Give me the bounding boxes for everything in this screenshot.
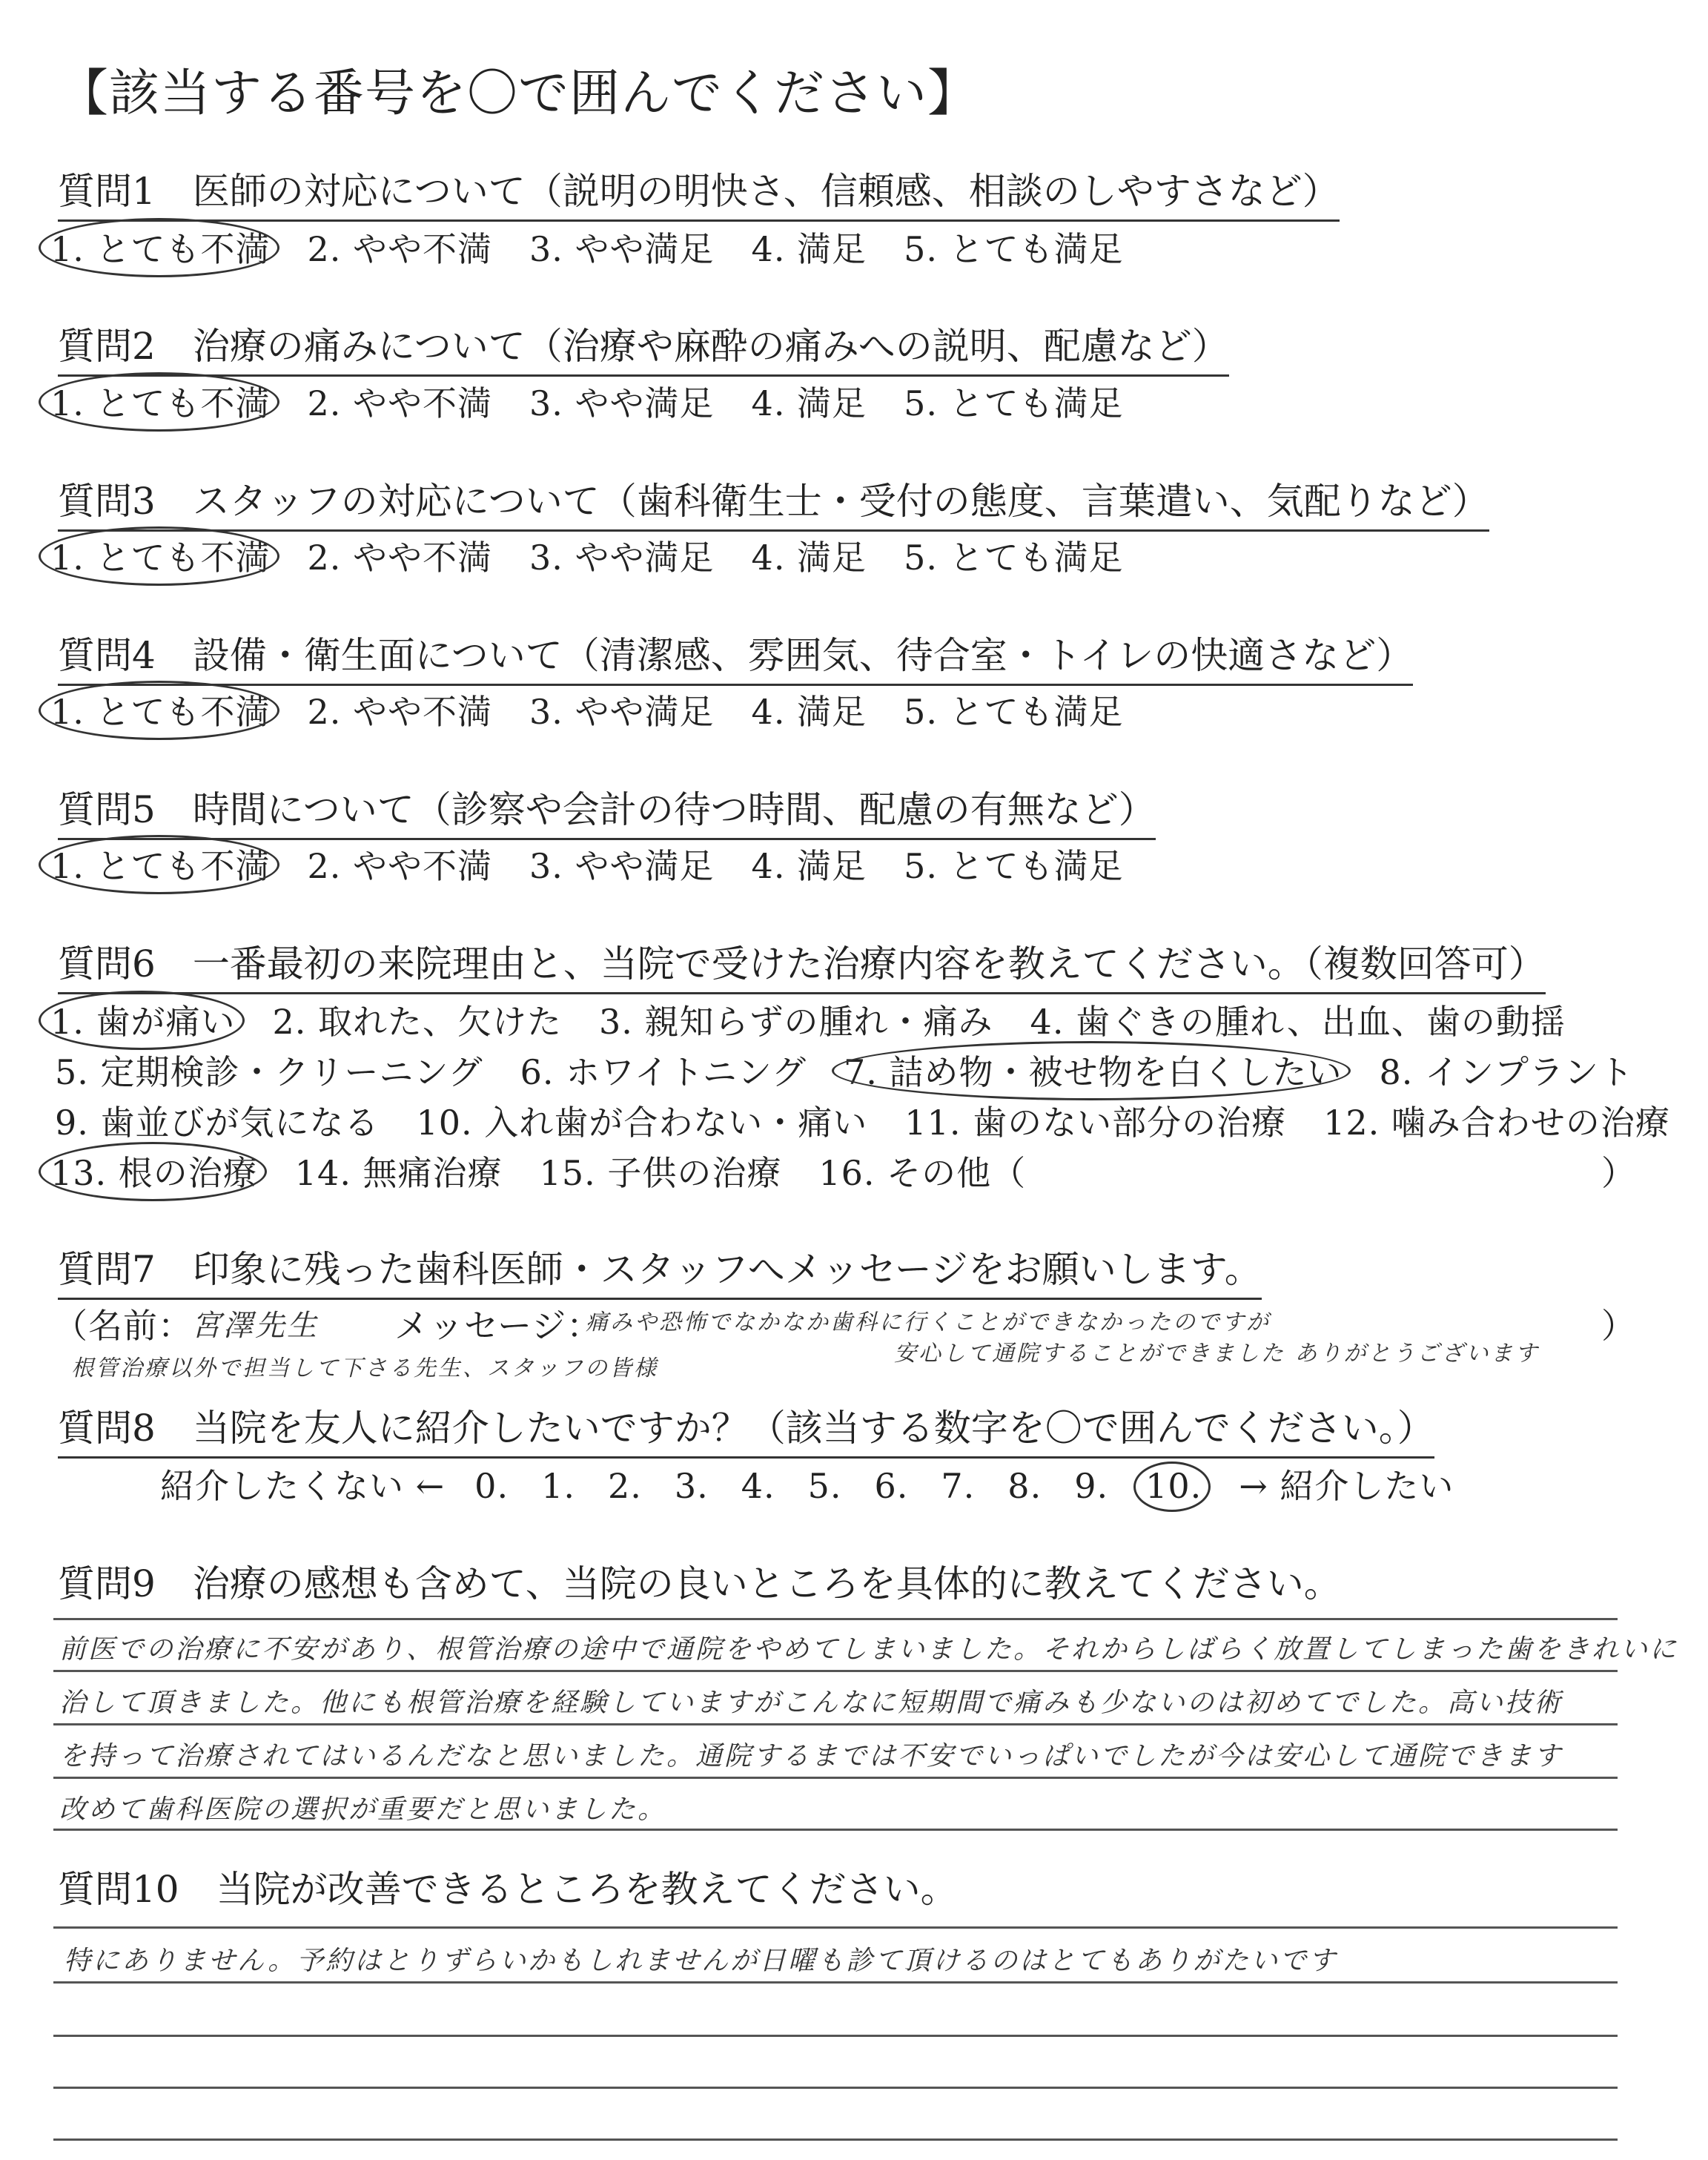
question-9-label: 質問9 <box>58 1562 156 1605</box>
question-1-text: 医師の対応について（説明の明快さ、信頼感、相談のしやすさなど） <box>192 170 1340 213</box>
q6-option-2[interactable]: 2. 取れた、欠けた <box>272 1002 563 1042</box>
q4-option-1[interactable]: 1. とても不満 <box>50 685 271 734</box>
q4-option-5[interactable]: 5. とても満足 <box>904 692 1124 732</box>
q6-option-14[interactable]: 14. 無痛治療 <box>294 1153 503 1193</box>
q1-option-2[interactable]: 2. やや不満 <box>307 229 493 269</box>
q3-option-3[interactable]: 3. やや満足 <box>529 538 715 578</box>
q8-option-0[interactable]: 0. <box>474 1466 509 1506</box>
q2-option-4[interactable]: 4. 満足 <box>751 383 867 423</box>
question-3-options <box>50 531 1161 580</box>
question-2-label: 質問2 <box>58 325 156 368</box>
q8-right-label: → 紹介したい <box>1239 1466 1454 1506</box>
q2-option-2[interactable]: 2. やや不満 <box>307 383 493 423</box>
q8-option-9[interactable]: 9. <box>1074 1466 1109 1506</box>
q6-option-1[interactable]: 1. 歯が痛い <box>50 995 236 1044</box>
q6-option-9[interactable]: 9. 歯並びが気になる <box>55 1103 380 1143</box>
question-1-options <box>50 222 1161 271</box>
q5-option-1[interactable]: 1. とても不満 <box>50 839 271 888</box>
question-5-text: 時間について（診察や会計の待つ時間、配慮の有無など） <box>192 788 1156 831</box>
question-7-text: 印象に残った歯科医師・スタッフへメッセージをお願いします。 <box>192 1248 1262 1291</box>
q4-option-2[interactable]: 2. やや不満 <box>307 692 493 732</box>
question-4-heading <box>58 626 1413 686</box>
q7-name-prefix: （名前： <box>53 1306 193 1346</box>
q2-option-1[interactable]: 1. とても不満 <box>50 377 271 426</box>
q6-option-10[interactable]: 10. 入れ歯が合わない・痛い <box>416 1103 868 1143</box>
question-10-heading <box>58 1860 958 1913</box>
q8-option-8[interactable]: 8. <box>1007 1466 1042 1506</box>
q4-option-4[interactable]: 4. 満足 <box>751 692 867 732</box>
question-8-label: 質問8 <box>58 1407 156 1450</box>
q3-option-4[interactable]: 4. 満足 <box>751 538 867 578</box>
q5-option-4[interactable]: 4. 満足 <box>751 846 867 886</box>
q6-option-11[interactable]: 11. 歯のない部分の治療 <box>904 1103 1287 1143</box>
q9-answer-line-2[interactable]: 治して頂きました。他にも根管治療を経験していますがこんなに短期間で痛みも少ないのは初めてでした。高い技術 <box>59 1688 1563 1718</box>
q8-option-6[interactable]: 6. <box>874 1466 909 1506</box>
question-1-heading <box>58 162 1340 222</box>
q6-option-13[interactable]: 13. 根の治療 <box>50 1146 258 1195</box>
q5-option-5[interactable]: 5. とても満足 <box>904 846 1124 886</box>
q9-answer-line <box>53 1829 1618 1831</box>
q5-option-3[interactable]: 3. やや満足 <box>529 846 715 886</box>
question-2-text: 治療の痛みについて（治療や麻酔の痛みへの説明、配慮など） <box>192 325 1229 368</box>
question-6-text: 一番最初の来院理由と、当院で受けた治療内容を教えてください。（複数回答可） <box>192 942 1546 985</box>
question-7-heading <box>58 1240 1262 1300</box>
question-4-options <box>50 685 1161 734</box>
q8-option-4[interactable]: 4. <box>741 1466 775 1506</box>
q10-answer-line <box>53 2138 1618 2141</box>
question-3-label: 質問3 <box>58 480 156 523</box>
question-2-options <box>50 377 1161 426</box>
question-4-label: 質問4 <box>58 634 156 677</box>
q9-answer-line <box>53 1723 1618 1725</box>
q3-option-5[interactable]: 5. とても満足 <box>904 538 1124 578</box>
q9-answer-line-4[interactable]: 改めて歯科医院の選択が重要だと思いました。 <box>59 1794 667 1825</box>
q4-option-3[interactable]: 3. やや満足 <box>529 692 715 732</box>
question-8-heading <box>58 1398 1434 1459</box>
q6-option-16[interactable]: 16. その他（ <box>818 1153 1027 1193</box>
question-10-text: 当院が改善できるところを教えてください。 <box>216 1868 958 1911</box>
question-3-text: スタッフの対応について（歯科衛生士・受付の態度、言葉遣い、気配りなど） <box>192 480 1489 523</box>
q9-answer-line <box>53 1777 1618 1779</box>
q1-option-3[interactable]: 3. やや満足 <box>529 229 715 269</box>
q10-answer-line <box>53 2035 1618 2037</box>
q9-answer-line-3[interactable]: を持って治療されてはいるんだなと思いました。通院するまでは不安でいっぱいでしたが今は安心して通院できます <box>59 1741 1563 1771</box>
q6-option-7[interactable]: 7. 詰め物・被せ物を白くしたい <box>844 1046 1343 1094</box>
question-6-row-3 <box>55 1096 1707 1145</box>
question-9-heading <box>58 1554 1341 1608</box>
q10-answer-line <box>53 1926 1618 1929</box>
question-8-text: 当院を友人に紹介したいですか？（該当する数字を〇で囲んでください。） <box>192 1407 1434 1450</box>
q2-option-5[interactable]: 5. とても満足 <box>904 383 1124 423</box>
q3-option-2[interactable]: 2. やや不満 <box>307 538 493 578</box>
q10-answer-line <box>53 2087 1618 2089</box>
q8-option-10[interactable]: 10. <box>1145 1466 1202 1506</box>
q6-option-5[interactable]: 5. 定期検診・クリーニング <box>55 1052 483 1092</box>
q8-option-1[interactable]: 1. <box>541 1466 575 1506</box>
question-5-label: 質問5 <box>58 788 156 831</box>
q7-message-line-2[interactable]: 安心して通院することができました ありがとうございます <box>894 1341 1540 1367</box>
q1-option-1[interactable]: 1. とても不満 <box>50 222 271 271</box>
question-6-heading <box>58 934 1546 994</box>
question-6-label: 質問6 <box>58 942 156 985</box>
q1-option-4[interactable]: 4. 満足 <box>751 229 867 269</box>
q7-message-prefix: メッセージ： <box>394 1306 602 1346</box>
q9-answer-line <box>53 1618 1618 1620</box>
q7-close: ） <box>1601 1306 1636 1346</box>
q3-option-1[interactable]: 1. とても不満 <box>50 531 271 580</box>
question-6-row-2 <box>55 1046 1671 1094</box>
q10-answer-line <box>53 1981 1618 1984</box>
q1-option-5[interactable]: 5. とても満足 <box>904 229 1124 269</box>
question-4-text: 設備・衛生面について（清潔感、雰囲気、待合室・トイレの快適さなど） <box>192 634 1414 677</box>
question-1-label: 質問1 <box>58 170 156 213</box>
page-title: 【該当する番号を〇で囲んでください】 <box>58 65 979 123</box>
question-6-row-1 <box>50 995 1603 1044</box>
question-8-scale <box>160 1459 1491 1508</box>
q8-option-5[interactable]: 5. <box>807 1466 842 1506</box>
q7-message-line-1[interactable]: 痛みや恐怖でなかなか歯科に行くことができなかったのですが <box>586 1309 1271 1335</box>
q6-option-4[interactable]: 4. 歯ぐきの腫れ、出血、歯の動揺 <box>1030 1002 1566 1042</box>
q6-option-6[interactable]: 6. ホワイトニング <box>520 1052 807 1092</box>
q6-option-8[interactable]: 8. インプラント <box>1379 1052 1634 1092</box>
q6-option-3[interactable]: 3. 親知らずの腫れ・痛み <box>599 1002 993 1042</box>
question-9-text: 治療の感想も含めて、当院の良いところを具体的に教えてください。 <box>192 1562 1341 1605</box>
question-6-row-4 <box>50 1146 1063 1195</box>
q2-option-3[interactable]: 3. やや満足 <box>529 383 715 423</box>
question-10-label: 質問10 <box>58 1868 179 1911</box>
question-5-options <box>50 839 1161 888</box>
q6-option-15[interactable]: 15. 子供の治療 <box>539 1153 782 1193</box>
q8-option-2[interactable]: 2. <box>607 1466 642 1506</box>
q7-name-value[interactable]: 宮澤先生 <box>191 1309 319 1343</box>
q5-option-2[interactable]: 2. やや不満 <box>307 846 493 886</box>
q9-answer-line-1[interactable]: 前医での治療に不安があり、根管治療の途中で通院をやめてしまいました。それからしばらく放置してしまった歯をきれいに <box>59 1634 1679 1665</box>
q8-option-3[interactable]: 3. <box>674 1466 709 1506</box>
question-2-heading <box>58 317 1229 377</box>
q8-option-7[interactable]: 7. <box>941 1466 976 1506</box>
question-3-heading <box>58 472 1489 532</box>
q6-option-12[interactable]: 12. 噛み合わせの治療 <box>1323 1103 1670 1143</box>
q9-answer-line <box>53 1670 1618 1672</box>
q8-left-label: 紹介したくない ← <box>160 1466 446 1506</box>
q7-name-note: 根管治療以外で担当して下さる先生、スタッフの皆様 <box>71 1355 658 1381</box>
q10-answer-text[interactable]: 特にありません。予約はとりずらいかもしれませんが日曜も診て頂けるのはとてもありがたいです <box>64 1946 1338 1976</box>
q6-other-close: ） <box>1601 1153 1636 1193</box>
question-5-heading <box>58 780 1156 840</box>
question-7-label: 質問7 <box>58 1248 156 1291</box>
